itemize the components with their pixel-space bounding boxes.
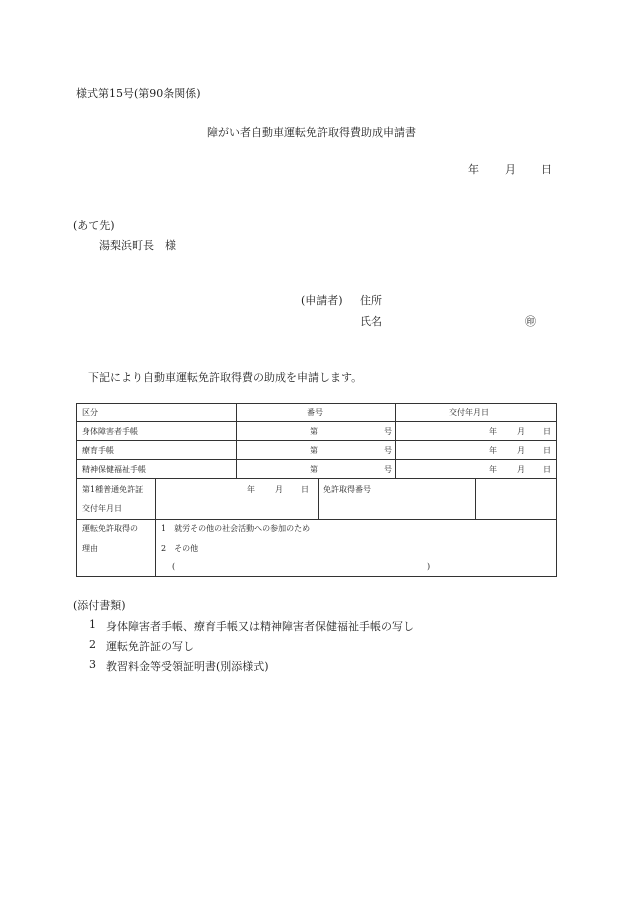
attachment-text: 運転免許証の写し (106, 640, 194, 653)
header-category: 区分 (82, 408, 98, 417)
application-statement: 下記により自動車運転免許取得費の助成を申請します。 (88, 371, 363, 384)
table-rule (77, 459, 556, 460)
attachments-label: (添付書類) (73, 599, 126, 612)
table-rule (155, 478, 156, 576)
row-go: 号 (384, 465, 392, 474)
application-table (76, 403, 557, 577)
row-go: 号 (384, 446, 392, 455)
license-number-label: 免許取得番号 (323, 485, 371, 494)
row-category: 精神保健福祉手帳 (82, 465, 146, 474)
attachment-text: 教習料金等受領証明書(別添様式) (106, 660, 269, 673)
date-day-label: 日 (541, 163, 552, 176)
row-go: 号 (384, 427, 392, 436)
row-month: 月 (517, 427, 525, 436)
row-month: 月 (517, 465, 525, 474)
applicant-address-label: 住所 (360, 294, 382, 307)
header-number: 番号 (307, 408, 323, 417)
date-month-label: 月 (505, 163, 516, 176)
table-rule (236, 404, 237, 478)
form-number: 様式第15号(第90条関係) (76, 87, 201, 100)
reason-option-2: 2 その他 (161, 544, 199, 553)
row-dai: 第 (310, 446, 318, 455)
table-rule (77, 421, 556, 422)
header-issue-date: 交付年月日 (449, 408, 489, 417)
addressee-label: (あて先) (73, 219, 115, 232)
applicant-label: (申請者) (301, 294, 343, 307)
applicant-name-label: 氏名 (360, 315, 382, 328)
row-day: 日 (543, 446, 551, 455)
row-year: 年 (489, 446, 497, 455)
reason-close-paren: ) (427, 562, 431, 571)
row-dai: 第 (310, 465, 318, 474)
row-day: 日 (543, 465, 551, 474)
table-rule (77, 519, 556, 520)
attachment-num: 1 (89, 618, 96, 631)
license-year: 年 (247, 485, 255, 494)
reason-open-paren: ( (172, 562, 176, 571)
row-day: 日 (543, 427, 551, 436)
table-rule (395, 404, 396, 478)
reason-label-line1: 運転免許取得の (82, 524, 138, 533)
table-rule (77, 440, 556, 441)
table-rule (475, 478, 476, 519)
reason-label-line2: 理由 (82, 544, 98, 553)
license-month: 月 (275, 485, 283, 494)
row-month: 月 (517, 446, 525, 455)
row-category: 身体障害者手帳 (82, 427, 138, 436)
table-rule (77, 478, 556, 479)
row-category: 療育手帳 (82, 446, 114, 455)
table-rule (318, 478, 319, 519)
license-label-line2: 交付年月日 (82, 504, 122, 513)
addressee-name: 湯梨浜町長 様 (99, 239, 176, 252)
document-title: 障がい者自動車運転免許取得費助成申請書 (207, 126, 416, 139)
attachment-num: 2 (89, 638, 96, 651)
license-label-line1: 第1種普通免許証 (82, 485, 144, 494)
date-year-label: 年 (468, 163, 479, 176)
seal-mark: ㊞ (525, 315, 536, 328)
reason-option-1: 1 就労その他の社会活動への参加のため (161, 524, 311, 533)
attachment-num: 3 (89, 658, 96, 671)
row-dai: 第 (310, 427, 318, 436)
license-day: 日 (301, 485, 309, 494)
row-year: 年 (489, 427, 497, 436)
attachment-text: 身体障害者手帳、療育手帳又は精神障害者保健福祉手帳の写し (106, 620, 414, 633)
row-year: 年 (489, 465, 497, 474)
